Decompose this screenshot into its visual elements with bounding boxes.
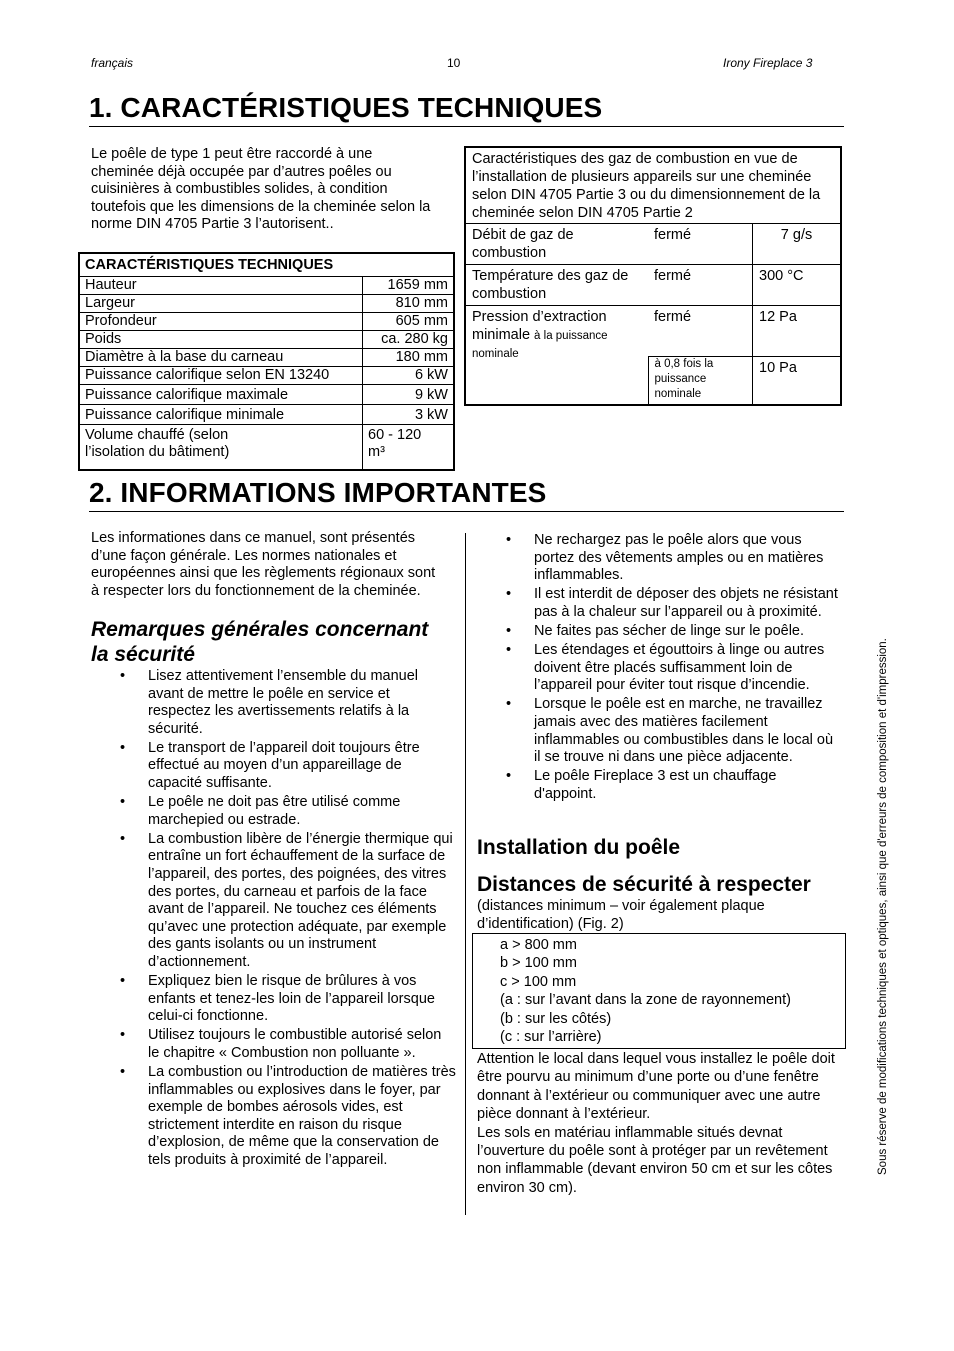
list-item: • Utilisez toujours le combustible autorisé selon le chapitre « Combustion non polluante ». [120,1027,456,1062]
page-number: 10 [447,56,461,70]
section-1-title: 1. CARACTÉRISTIQUES TECHNIQUES [89,92,603,123]
list-item: • Ne faites pas sécher de linge sur le poêle. [506,623,842,641]
list-item: • Expliquez bien le risque de brûlures à vos enfants et tenez-les loin de l’appareil lorsque celui-ci fonctionne. [120,973,456,1026]
safety-list-right [506,532,842,805]
section-2-rule [89,511,844,512]
table-row: Puissance calorifique maximale 9 kW [79,385,454,405]
table-row: Puissance calorifique minimale 3 kW [79,405,454,425]
list-item: • Le transport de l’appareil doit toujours être effectué au moyen d’un appareillage de capacité suffisante. [120,740,456,793]
table-row: Poids ca. 280 kg [79,331,454,349]
list-item: • Le poêle ne doit pas être utilisé comme marchepied ou estrade. [120,794,456,829]
safety-heading: Remarques générales concernant la sécurité [91,618,429,666]
table-row: Température des gaz de combustion fermé 300 °C [465,265,841,306]
table-row: Pression d’extraction minimale à la puissance nominale fermé 12 Pa [465,306,841,357]
list-item: • Ne rechargez pas le poêle alors que vous portez des vêtements amples ou en matières inflammables. [506,532,842,585]
install-heading: Installation du poêle [477,836,681,859]
table-row: Débit de gaz de combustion fermé 7 g/s [465,224,841,265]
list-item: • Lorsque le poêle est en marche, ne travaillez jamais avec des matières facilement inflammables ou combustibles dans le local où il se trouve ni dans une pièce adjacente. [506,696,842,766]
list-item: • Le poêle Fireplace 3 est un chauffage d'appoint. [506,768,842,803]
side-disclaimer: Sous réserve de modifications techniques et optiques, ainsi que d'erreurs de composition et d'impression. [877,638,889,1175]
table-row: Profondeur 605 mm [79,313,454,331]
header-product: Irony Fireplace 3 [723,56,813,70]
safety-list-left [120,668,456,1171]
section-2-title: 2. INFORMATIONS IMPORTANTES [89,477,547,508]
header-language: français [91,56,134,70]
info-paragraph: Les informationes dans ce manuel, sont présentés d’une façon générale. Les normes nationales et européennes ainsi que les règlements régionaux sont à respecter lors du fonctionnement de la cheminée. [91,530,436,599]
list-item: • Les étendages et égouttoirs à linge ou autres doivent être placés suffisamment loin de l’appareil pour éviter tout risque d’incendie. [506,642,842,695]
table-row: Puissance calorifique selon EN 13240 6 kW [79,367,454,385]
table-row: Hauteur 1659 mm [79,277,454,295]
list-item: • Il est interdit de déposer des objets ne résistant pas à la chaleur sur l’appareil ou à proximité. [506,586,842,621]
column-divider [465,533,466,1215]
flue-gas-intro: Caractéristiques des gaz de combustion en vue de l’installation de plusieurs appareils sur une cheminée selon DIN 4705 Partie 3 ou du dimensionnement de la cheminée selon DIN 4705 Partie 2 [472,151,821,221]
table-row: à 0,8 fois la puissance nominale 10 Pa [465,357,841,406]
flue-gas-table [464,146,842,406]
distances-note: (distances minimum – voir également plaque d’identification) (Fig. 2) [477,898,765,932]
list-item: • La combustion ou l’introduction de matières très inflammables ou explosives dans le foyer, par exemple de bombes aérosols vides, est strictement interdite en raison du risque d’explosion, de même que la conservation de tels produits à proximité de l’appareil. [120,1064,456,1170]
install-paragraph: Attention le local dans lequel vous installez le poêle doit être pourvu au minimum d’une porte ou d’une fenêtre donnant à l’extérieur ou communiquer avec une autre pièce donnant à l’extérieur. Les sols en matériau inflammable situés devnat l’ouverture du poêle sont à protéger par un revêtement non inflammable (devant environ 50 cm et sur les côtes environ 30 cm). [477,1051,835,1196]
section-1-rule [89,126,844,127]
spec-table-header: CARACTÉRISTIQUES TECHNIQUES [79,253,454,277]
table-row: Volume chauffé (selon l’isolation du bâtiment) 60 - 120 m³ [79,425,454,471]
intro-paragraph: Le poêle de type 1 peut être raccordé à une cheminée déjà occupée par d’autres poêles ou cuisinières à combustibles solides, à condition toutefois que les dimensions de la cheminée selon la norme DIN 4705 Partie 3 l’autorisent.. [91,146,431,233]
list-item: • Lisez attentivement l’ensemble du manuel avant de mettre le poêle en service et respectez les avertissements relatifs à la sécurité. [120,668,456,738]
spec-table [78,252,455,471]
table-row: Diamètre à la base du carneau 180 mm [79,349,454,367]
table-row: Largeur 810 mm [79,295,454,313]
distances-box: a > 800 mm b > 100 mm c > 100 mm (a : sur l’avant dans la zone de rayonnement) (b : sur les côtés) (c : sur l’arrière) [472,933,846,1049]
distances-heading: Distances de sécurité à respecter [477,873,811,896]
list-item: • La combustion libère de l’énergie thermique qui entraîne un fort échauffement de la surface de l’appareil, des portes, des poignées, des vitres des portes, du carneau et parfois de la face avant de l’appareil. Ne touchez ces éléments qu’avec une protection adéquate, par exemple des gants isolants ou un instrument d’actionnement. [120,831,456,972]
